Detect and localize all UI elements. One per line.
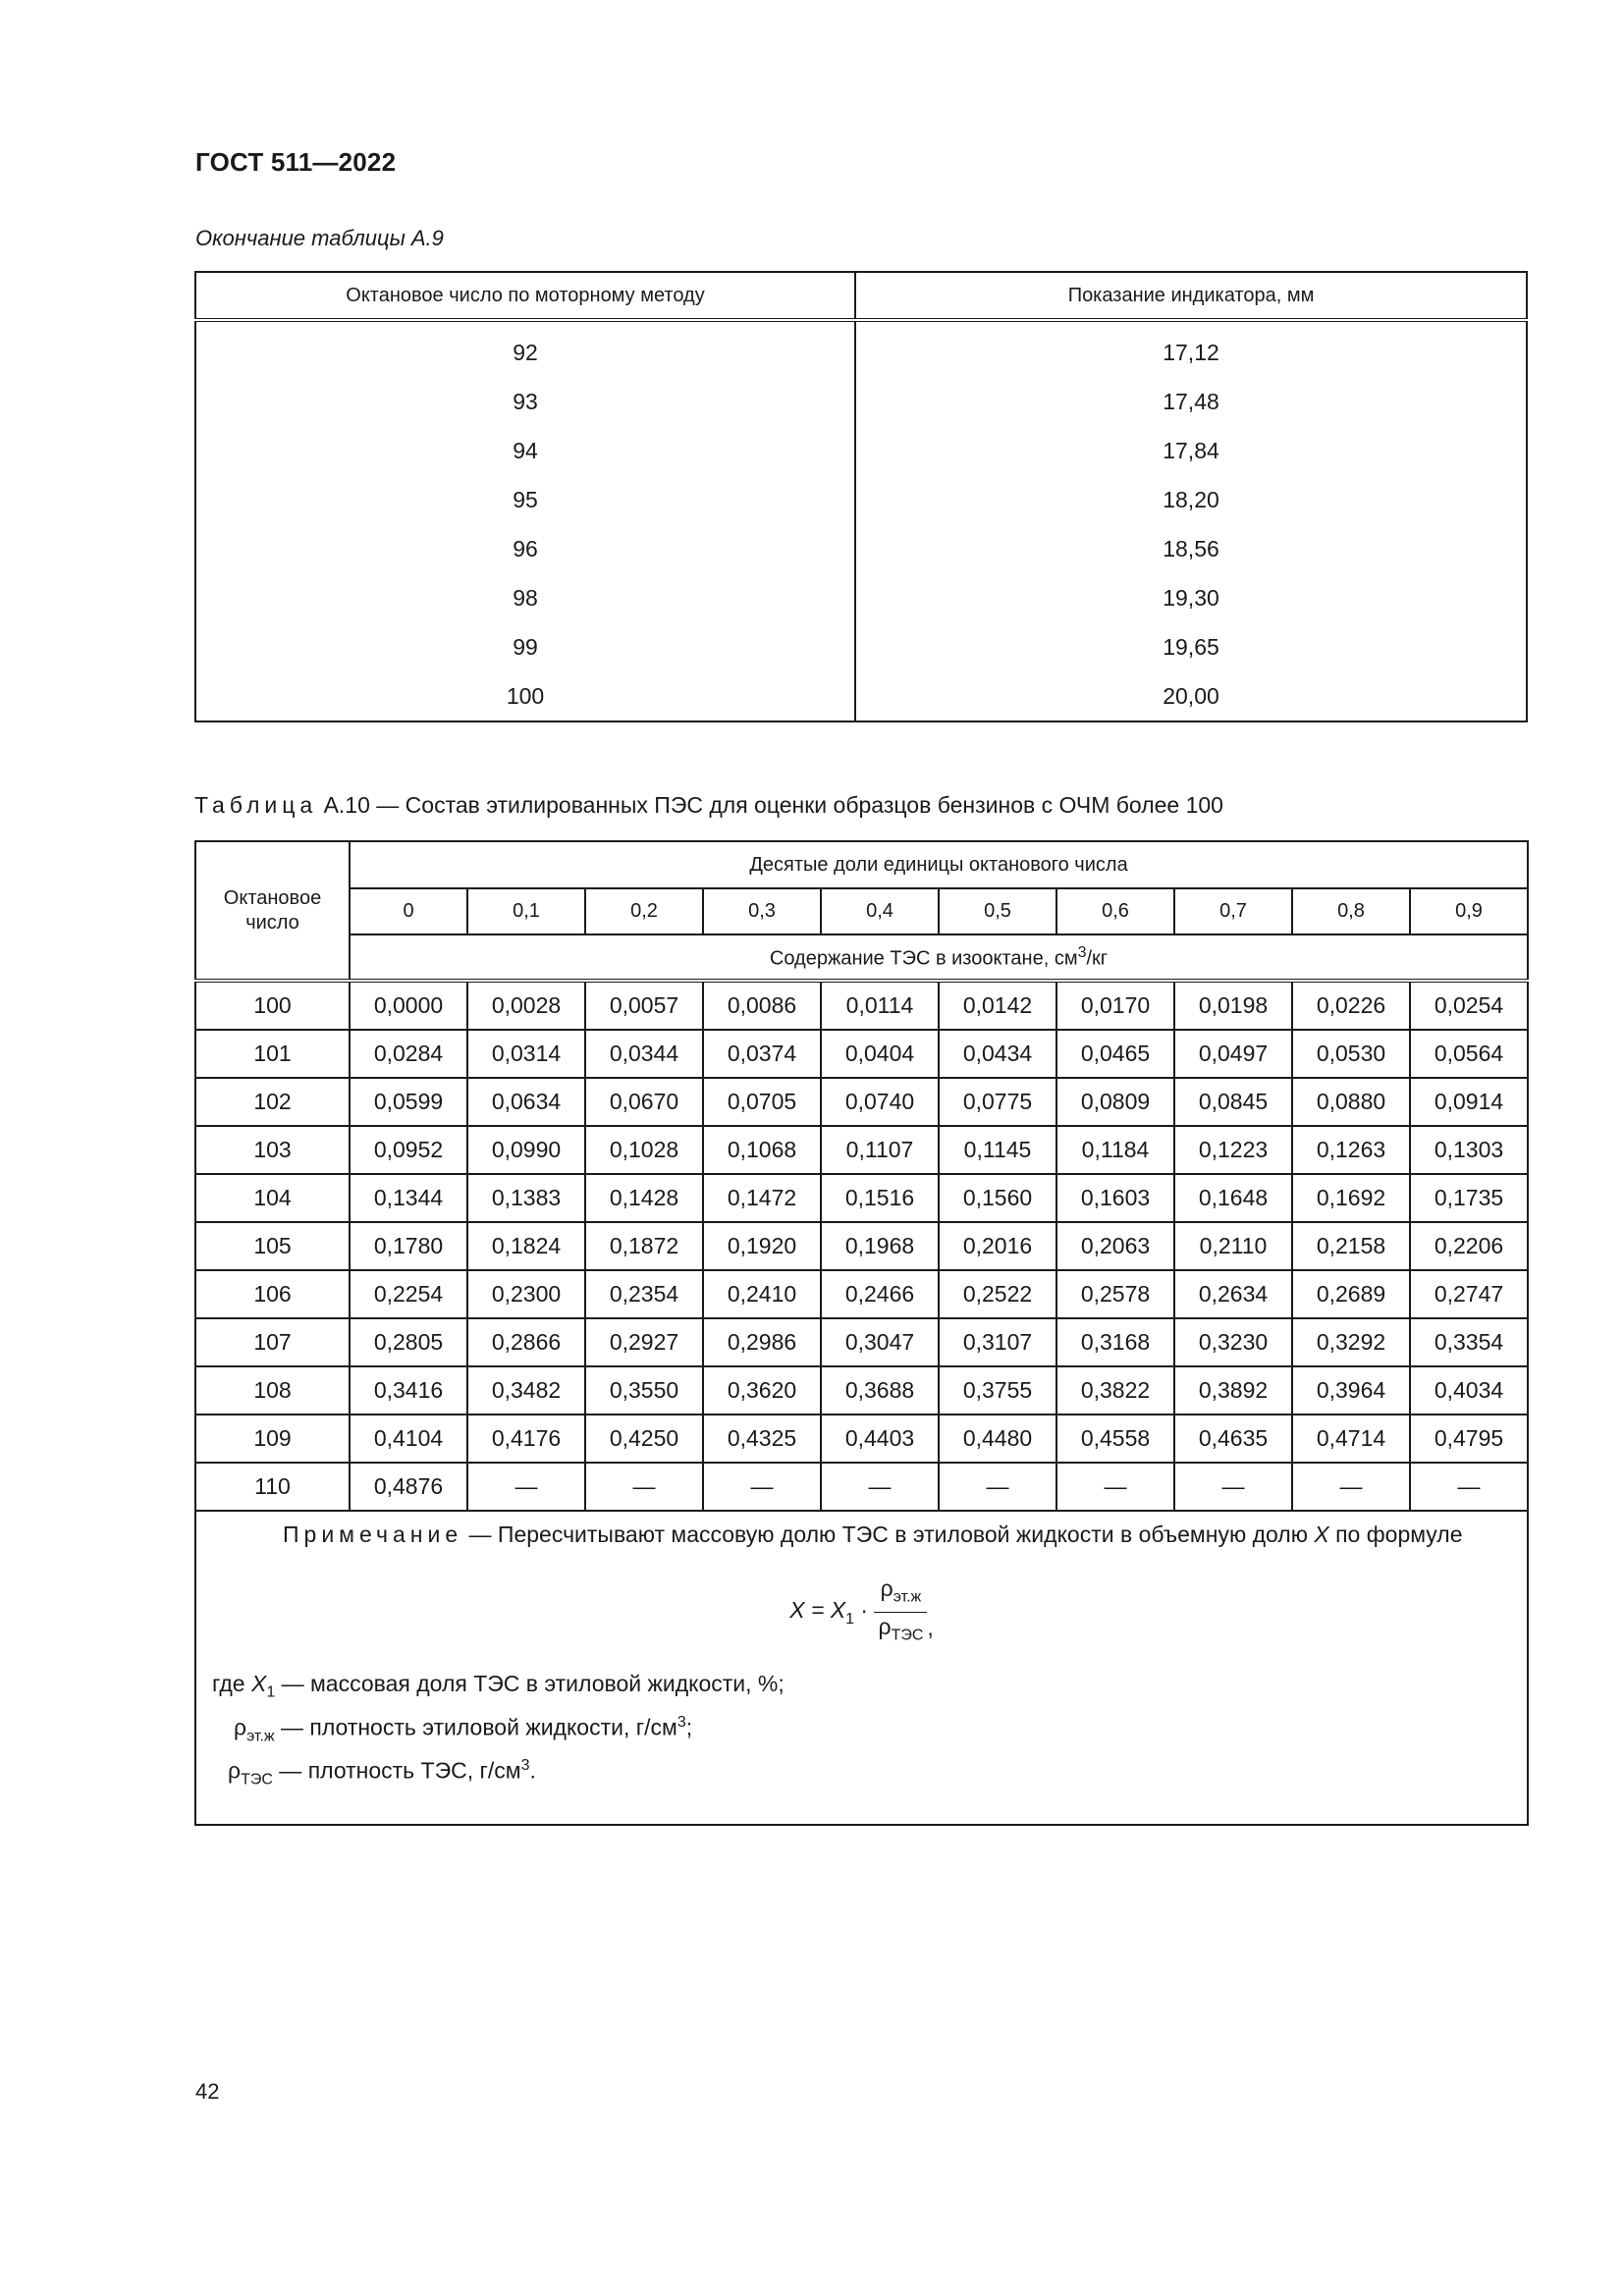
tes-content-cell: 0,0284	[350, 1030, 467, 1078]
tes-content-cell: 0,1068	[703, 1126, 821, 1174]
octane-value-cell: 99	[195, 622, 855, 671]
legend-rho-et-def: — плотность этиловой жидкости, г/см	[274, 1714, 677, 1740]
tes-content-cell: 0,0434	[939, 1030, 1056, 1078]
page-number: 42	[195, 2079, 220, 2104]
formula-denominator	[874, 1613, 927, 1650]
table-a10-caption	[194, 792, 1223, 819]
legend-rho-tes-end: .	[529, 1757, 536, 1784]
tes-content-cell: 0,2110	[1174, 1222, 1292, 1270]
table-a10-note	[195, 1511, 1528, 1825]
table-a10-row	[195, 1270, 1528, 1318]
tes-content-cell: 0,2689	[1292, 1270, 1410, 1318]
tes-content-cell: 0,1145	[939, 1126, 1056, 1174]
legend-x1-sub: 1	[266, 1683, 276, 1701]
tes-content-cell: 0,3550	[585, 1366, 703, 1415]
legend-rho-tes-symbol: ρ	[228, 1757, 242, 1784]
tes-content-cell: 0,2578	[1056, 1270, 1174, 1318]
tes-content-cell: 0,0599	[350, 1078, 467, 1126]
tes-content-cell: 0,1344	[350, 1174, 467, 1222]
tes-content-cell: 0,0465	[1056, 1030, 1174, 1078]
legend-x1-def: — массовая доля ТЭС в этиловой жидкости, %;	[275, 1671, 785, 1697]
table-a10-units-header	[350, 934, 1528, 981]
tes-content-cell: 0,4795	[1410, 1415, 1528, 1463]
units-header-text: Содержание ТЭС в изооктане, см	[769, 947, 1078, 970]
tes-content-cell: 0,4480	[939, 1415, 1056, 1463]
table-a9-col-octane: Октановое число по моторному методу	[195, 272, 855, 320]
tes-content-cell: 0,1735	[1410, 1174, 1528, 1222]
tes-content-cell: 0,0880	[1292, 1078, 1410, 1126]
units-header-sup: 3	[1077, 943, 1087, 961]
legend-rho-et-cube: 3	[677, 1713, 686, 1731]
table-a10-header-row-group	[195, 841, 1528, 888]
tes-content-cell: —	[1292, 1463, 1410, 1511]
table-a9-row	[195, 320, 1527, 377]
tes-content-cell: 0,1516	[821, 1174, 939, 1222]
tes-content-cell: 0,4034	[1410, 1366, 1528, 1415]
tes-content-cell: —	[1174, 1463, 1292, 1511]
tes-content-cell: 0,0086	[703, 981, 821, 1030]
tes-content-cell: 0,3292	[1292, 1318, 1410, 1366]
octane-number-cell: 100	[195, 981, 350, 1030]
table-a10-row	[195, 1318, 1528, 1366]
table-a10-group-header: Десятые доли единицы октанового числа	[350, 841, 1528, 888]
tes-content-cell: 0,0530	[1292, 1030, 1410, 1078]
tes-content-cell: 0,1472	[703, 1174, 821, 1222]
octane-header-line1: Октановое	[223, 886, 322, 909]
tes-content-cell: 0,1184	[1056, 1126, 1174, 1174]
tes-content-cell: 0,2063	[1056, 1222, 1174, 1270]
tenths-header-cell: 0,6	[1056, 888, 1174, 934]
tes-content-cell: 0,2522	[939, 1270, 1056, 1318]
tes-content-cell: 0,2986	[703, 1318, 821, 1366]
tes-content-cell: 0,3047	[821, 1318, 939, 1366]
tes-content-cell: 0,0314	[467, 1030, 585, 1078]
tes-content-cell: 0,2634	[1174, 1270, 1292, 1318]
octane-value-cell: 93	[195, 377, 855, 426]
tes-content-cell: 0,1920	[703, 1222, 821, 1270]
tes-content-cell: 0,4635	[1174, 1415, 1292, 1463]
formula-lhs: X = X	[789, 1597, 846, 1624]
tes-content-cell: 0,3892	[1174, 1366, 1292, 1415]
formula	[212, 1575, 1511, 1649]
tes-content-cell: 0,0497	[1174, 1030, 1292, 1078]
legend-var-x1: X	[250, 1671, 267, 1697]
tes-content-cell: —	[1410, 1463, 1528, 1511]
legend-rho-et	[234, 1708, 1511, 1751]
octane-number-cell: 106	[195, 1270, 350, 1318]
tes-content-cell: 0,1028	[585, 1126, 703, 1174]
tes-content-cell: 0,0670	[585, 1078, 703, 1126]
tes-content-cell: 0,3755	[939, 1366, 1056, 1415]
tes-content-cell: 0,1968	[821, 1222, 939, 1270]
tes-content-cell: 0,0114	[821, 981, 939, 1030]
tenths-header-cell: 0,8	[1292, 888, 1410, 934]
legend-rho-tes-sub: ТЭС	[241, 1771, 273, 1789]
tes-content-cell: 0,3620	[703, 1366, 821, 1415]
indicator-value-cell: 20,00	[1163, 682, 1219, 709]
tes-content-cell: 0,3354	[1410, 1318, 1528, 1366]
formula-tail: ,	[927, 1615, 934, 1641]
tes-content-cell: 0,1603	[1056, 1174, 1174, 1222]
numerator-sub: эт.ж	[893, 1588, 922, 1606]
tes-content-cell: 0,1263	[1292, 1126, 1410, 1174]
tes-content-cell: 0,4714	[1292, 1415, 1410, 1463]
table-a9-col-indicator: Показание индикатора, мм	[855, 272, 1527, 320]
tes-content-cell: 0,1383	[467, 1174, 585, 1222]
table-a10-row	[195, 1078, 1528, 1126]
tes-content-cell: 0,2158	[1292, 1222, 1410, 1270]
indicator-value-cell: 17,12	[1163, 339, 1219, 365]
tes-content-cell: 0,0775	[939, 1078, 1056, 1126]
legend-rho-tes-def: — плотность ТЭС, г/см	[272, 1757, 521, 1784]
table-a10-header-row-units	[195, 934, 1528, 981]
tes-content-cell: 0,3416	[350, 1366, 467, 1415]
formula-dot: ·	[860, 1597, 869, 1624]
octane-number-cell: 102	[195, 1078, 350, 1126]
table-a9-row	[195, 475, 1527, 524]
formula-fraction	[874, 1575, 927, 1649]
indicator-value-cell: 18,20	[1163, 486, 1219, 512]
note-var-x: X	[1314, 1522, 1329, 1547]
tes-content-cell: 0,3168	[1056, 1318, 1174, 1366]
tenths-header-cell: 0,1	[467, 888, 585, 934]
tes-content-cell: 0,0634	[467, 1078, 585, 1126]
table-a10-header-row-tenths	[195, 888, 1528, 934]
tes-content-cell: 0,0057	[585, 981, 703, 1030]
tes-content-cell: 0,1223	[1174, 1126, 1292, 1174]
table-a10	[194, 840, 1529, 1826]
legend-rho-et-end: ;	[685, 1714, 693, 1740]
table-a10-col-octane	[195, 841, 350, 981]
table-a9-row	[195, 377, 1527, 426]
octane-number-cell: 104	[195, 1174, 350, 1222]
tes-content-cell: 0,0374	[703, 1030, 821, 1078]
table-a10-row	[195, 1222, 1528, 1270]
note-text-b: по формуле	[1328, 1522, 1463, 1547]
tes-content-cell: 0,3688	[821, 1366, 939, 1415]
tes-content-cell: —	[585, 1463, 703, 1511]
octane-value-cell: 100	[195, 671, 855, 721]
indicator-value-cell: 18,56	[1163, 535, 1219, 561]
tenths-header-cell: 0,3	[703, 888, 821, 934]
indicator-value-cell: 17,48	[1163, 388, 1219, 414]
table-a10-row	[195, 981, 1528, 1030]
tes-content-cell: 0,1824	[467, 1222, 585, 1270]
legend-x1	[212, 1669, 1511, 1708]
tes-content-cell: 0,0170	[1056, 981, 1174, 1030]
units-header-tail: /кг	[1086, 947, 1109, 970]
tes-content-cell: 0,1780	[350, 1222, 467, 1270]
note-text-a: — Пересчитывают массовую долю ТЭС в этиловой жидкости в объемную долю	[462, 1522, 1315, 1547]
rho-numerator: ρ	[880, 1575, 893, 1601]
table-a10-row	[195, 1126, 1528, 1174]
tes-content-cell: 0,0142	[939, 981, 1056, 1030]
table-a10-row	[195, 1366, 1528, 1415]
tenths-header-cell: 0,9	[1410, 888, 1528, 934]
table-a9-row	[195, 426, 1527, 475]
legend-where: где	[212, 1671, 251, 1697]
tes-content-cell: 0,0990	[467, 1126, 585, 1174]
tes-content-cell: 0,0564	[1410, 1030, 1528, 1078]
tes-content-cell: —	[939, 1463, 1056, 1511]
tenths-header-cell: 0,4	[821, 888, 939, 934]
legend-rho-tes	[228, 1751, 1511, 1794]
table-a9-row	[195, 671, 1527, 721]
indicator-value-cell: 17,84	[1163, 437, 1219, 463]
table-a10-row	[195, 1463, 1528, 1511]
tes-content-cell: 0,1428	[585, 1174, 703, 1222]
table-a10-caption-text: А.10 — Состав этилированных ПЭС для оценки образцов бензинов с ОЧМ более 100	[323, 792, 1223, 818]
tes-content-cell: 0,2300	[467, 1270, 585, 1318]
table-a10-note-row	[195, 1511, 1528, 1825]
rho-denominator: ρ	[878, 1613, 892, 1639]
tenths-header-cell: 0	[350, 888, 467, 934]
table-a10-caption-prefix: Таблица	[194, 792, 318, 818]
legend-rho-et-sub: эт.ж	[246, 1728, 275, 1745]
octane-value-cell: 96	[195, 524, 855, 573]
tes-content-cell: 0,0809	[1056, 1078, 1174, 1126]
tes-content-cell: 0,2466	[821, 1270, 939, 1318]
tes-content-cell: 0,2254	[350, 1270, 467, 1318]
octane-number-cell: 110	[195, 1463, 350, 1511]
indicator-value-cell: 19,65	[1163, 633, 1219, 660]
table-a10-row	[195, 1030, 1528, 1078]
tes-content-cell: —	[467, 1463, 585, 1511]
denominator-sub: ТЭС	[891, 1627, 924, 1644]
octane-value-cell: 95	[195, 475, 855, 524]
octane-number-cell: 108	[195, 1366, 350, 1415]
tes-content-cell: 0,1648	[1174, 1174, 1292, 1222]
tes-content-cell: 0,0845	[1174, 1078, 1292, 1126]
tes-content-cell: —	[703, 1463, 821, 1511]
table-a10-row	[195, 1174, 1528, 1222]
tes-content-cell: —	[1056, 1463, 1174, 1511]
octane-number-cell: 101	[195, 1030, 350, 1078]
tes-content-cell: 0,3822	[1056, 1366, 1174, 1415]
octane-value-cell: 94	[195, 426, 855, 475]
legend-rho-tes-cube: 3	[520, 1757, 530, 1775]
octane-value-cell: 98	[195, 573, 855, 622]
octane-number-cell: 103	[195, 1126, 350, 1174]
tes-content-cell: 0,0254	[1410, 981, 1528, 1030]
table-a9-row	[195, 573, 1527, 622]
tes-content-cell: 0,3964	[1292, 1366, 1410, 1415]
table-a9-row	[195, 524, 1527, 573]
tes-content-cell: 0,4325	[703, 1415, 821, 1463]
tes-content-cell: 0,0198	[1174, 981, 1292, 1030]
octane-number-cell: 105	[195, 1222, 350, 1270]
tes-content-cell: 0,4403	[821, 1415, 939, 1463]
table-a9-row	[195, 622, 1527, 671]
formula-lhs-sub: 1	[845, 1610, 855, 1628]
tes-content-cell: 0,2866	[467, 1318, 585, 1366]
tes-content-cell: 0,2354	[585, 1270, 703, 1318]
tes-content-cell: 0,1872	[585, 1222, 703, 1270]
tes-content-cell: 0,0344	[585, 1030, 703, 1078]
table-a9-header-row	[195, 272, 1527, 320]
tes-content-cell: 0,1303	[1410, 1126, 1528, 1174]
tenths-header-cell: 0,7	[1174, 888, 1292, 934]
tes-content-cell: 0,1560	[939, 1174, 1056, 1222]
table-a9-caption: Окончание таблицы А.9	[195, 226, 444, 250]
tes-content-cell: 0,1107	[821, 1126, 939, 1174]
note-label: Примечание	[283, 1522, 463, 1547]
tes-content-cell: 0,3230	[1174, 1318, 1292, 1366]
tes-content-cell: 0,2927	[585, 1318, 703, 1366]
octane-number-cell: 107	[195, 1318, 350, 1366]
tes-content-cell: 0,0705	[703, 1078, 821, 1126]
tes-content-cell: 0,1692	[1292, 1174, 1410, 1222]
tes-content-cell: 0,0226	[1292, 981, 1410, 1030]
octane-header-line2: число	[245, 911, 299, 934]
legend-rho-et-symbol: ρ	[234, 1714, 247, 1740]
tes-content-cell: 0,4250	[585, 1415, 703, 1463]
tes-content-cell: 0,0000	[350, 981, 467, 1030]
tes-content-cell: 0,3482	[467, 1366, 585, 1415]
tes-content-cell: 0,3107	[939, 1318, 1056, 1366]
tes-content-cell: 0,0740	[821, 1078, 939, 1126]
tes-content-cell: 0,0028	[467, 981, 585, 1030]
document-title: ГОСТ 511—2022	[195, 147, 397, 177]
tes-content-cell: 0,4104	[350, 1415, 467, 1463]
tenths-header-cell: 0,5	[939, 888, 1056, 934]
formula-numerator	[874, 1575, 927, 1613]
indicator-value-cell: 19,30	[1163, 584, 1219, 611]
tes-content-cell: 0,4558	[1056, 1415, 1174, 1463]
octane-value-cell: 92	[195, 320, 855, 377]
note-paragraph	[212, 1520, 1511, 1549]
tes-content-cell: 0,0404	[821, 1030, 939, 1078]
tes-content-cell: 0,0914	[1410, 1078, 1528, 1126]
tes-content-cell: 0,4876	[350, 1463, 467, 1511]
tes-content-cell: 0,2206	[1410, 1222, 1528, 1270]
tes-content-cell: 0,2016	[939, 1222, 1056, 1270]
tes-content-cell: 0,2805	[350, 1318, 467, 1366]
tes-content-cell: 0,2747	[1410, 1270, 1528, 1318]
tes-content-cell: —	[821, 1463, 939, 1511]
octane-number-cell: 109	[195, 1415, 350, 1463]
table-a10-row	[195, 1415, 1528, 1463]
tes-content-cell: 0,0952	[350, 1126, 467, 1174]
tes-content-cell: 0,4176	[467, 1415, 585, 1463]
table-a9	[194, 271, 1528, 722]
tes-content-cell: 0,2410	[703, 1270, 821, 1318]
tenths-header-cell: 0,2	[585, 888, 703, 934]
